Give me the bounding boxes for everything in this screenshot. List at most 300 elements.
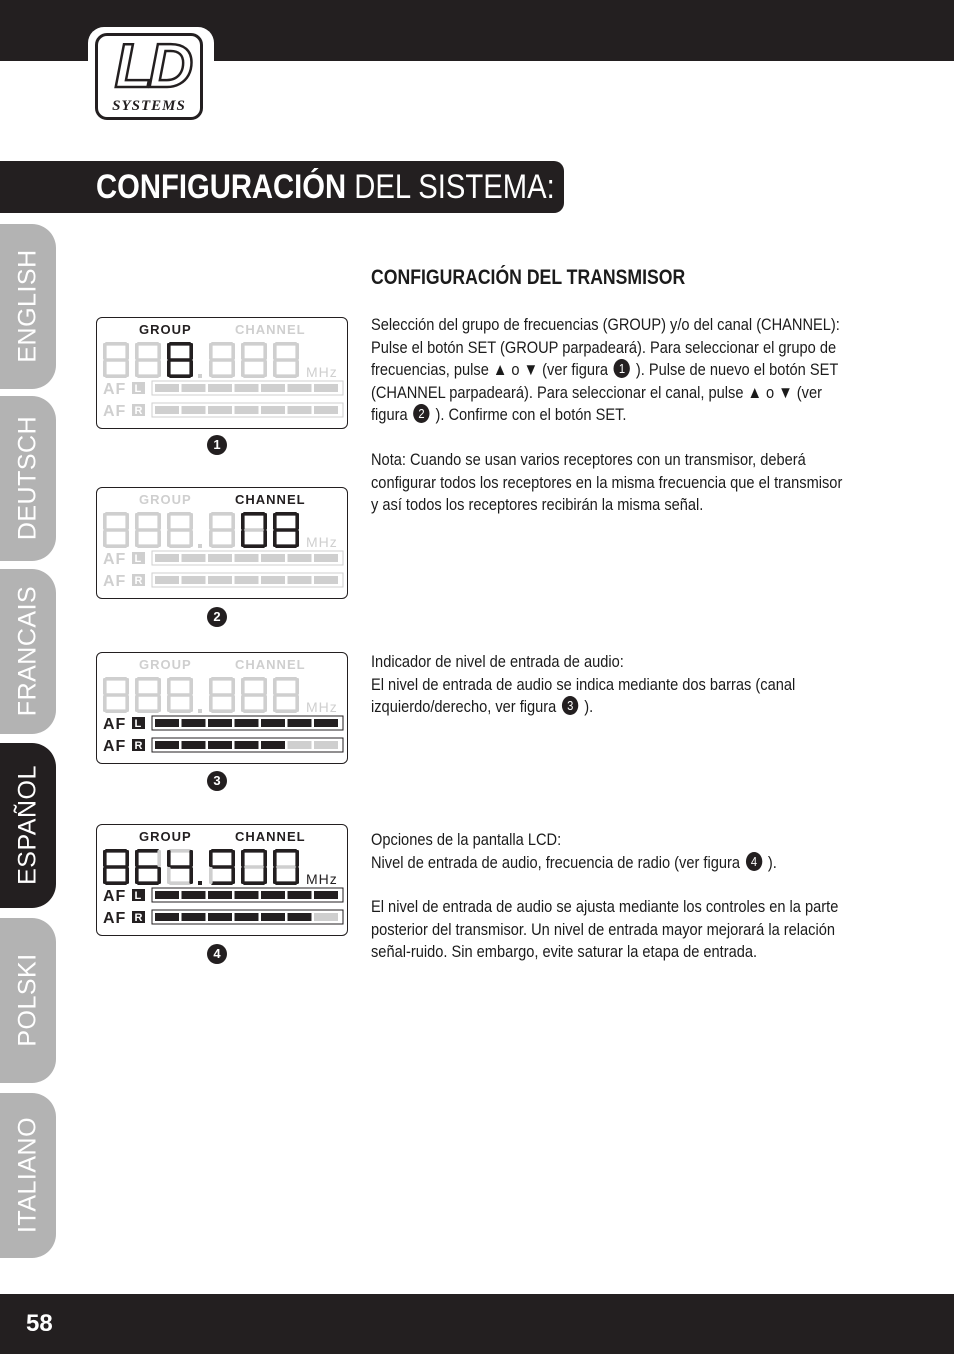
level-segment [155,554,179,562]
digit-segment [209,343,213,360]
digit-segment [211,693,233,697]
digit-segment-lit [295,513,299,530]
digit-segment-lit [125,867,129,884]
digit-segment-lit [189,850,193,867]
level-segment-lit [235,719,259,727]
lcd-group-label: GROUP [139,657,192,672]
figure-number-badge: 2 [207,607,227,627]
lcd-channel-letter: R [134,405,143,417]
digit-segment [211,512,233,516]
digit-segment-lit [275,544,297,548]
lcd-channel-letter: L [134,890,142,902]
digit-segment [105,358,127,362]
lcd-display [97,653,346,762]
figure-ref-badge: 2 [413,404,429,423]
digit-segment-lit [273,867,277,884]
level-segment-lit [155,913,179,921]
level-segment-lit [208,913,232,921]
digit-segment [209,678,213,695]
digit-segment [105,374,127,378]
digit-segment [211,544,233,548]
digit-segment-lit [263,530,267,547]
digit-segment-lit [125,850,129,867]
digit-segment [137,544,159,548]
digit-segment [295,678,299,695]
lcd-display [97,318,346,427]
tab-label: DEUTSCH [13,415,42,541]
digit-segment [125,530,129,547]
digit-segment [157,343,161,360]
lcd-group-label: GROUP [139,322,192,337]
digit-segment-lit [169,865,191,869]
digit-segment-lit [273,850,277,867]
digit-segment [241,695,245,712]
figure-number-badge: 3 [207,771,227,791]
digit-segment [231,695,235,712]
digit-segment [211,358,233,362]
digit-segment [189,513,193,530]
paragraph-input-adjust: El nivel de entrada de audio se ajusta mediante los controles en la parte posterior del transmisor. Un nivel de entrada mayor mejorará la relación señal-ruido. Sin embargo, evite saturar la etapa de entrada. [371,897,839,961]
lcd-display [97,488,346,597]
digit-segment [263,360,267,377]
digit-segment-lit [167,850,171,867]
digit-segment [137,342,159,346]
lcd-unit-label: MHz [306,871,338,887]
digit-segment [169,512,191,516]
digit-segment-lit [137,849,159,853]
digit-segment-lit [105,881,127,885]
digit-segment [295,343,299,360]
digit-segment [157,678,161,695]
tab-label: FRANCAIS [13,585,42,717]
digit-segment-lit [263,867,267,884]
level-segment [314,384,338,392]
logo-ld-text: LD [114,32,190,101]
decimal-point [198,709,202,713]
digit-segment [167,513,171,530]
digit-segment [105,709,127,713]
level-segment [235,554,259,562]
digit-segment-lit [273,513,277,530]
digit-segment [157,360,161,377]
lcd-af-label: AF [103,888,127,905]
digit-segment [231,513,235,530]
level-segment [314,554,338,562]
digit-segment [137,693,159,697]
digit-segment-lit [263,513,267,530]
lcd-group-label: GROUP [139,492,192,507]
digit-segment [125,360,129,377]
logo-frame [95,33,203,120]
digit-segment [169,709,191,713]
digit-segment [125,343,129,360]
digit-segment [125,513,129,530]
digit-segment-lit [167,343,171,360]
digit-segment-lit [211,881,233,885]
decimal-point [198,881,202,885]
decimal-point [198,544,202,548]
digit-segment-lit [105,849,127,853]
level-segment [261,554,285,562]
level-segment-lit [235,891,259,899]
lcd-af-label: AF [103,381,127,398]
digit-segment-lit [295,867,299,884]
digit-segment [135,343,139,360]
figure-ref-badge: 4 [746,852,762,871]
lcd-channel-label: CHANNEL [235,657,306,672]
digit-segment-lit [275,528,297,532]
tab-italiano[interactable] [0,1093,56,1258]
lcd-channel-letter: R [134,740,143,752]
lcd-group-label: GROUP [139,829,192,844]
level-segment-lit [208,719,232,727]
paragraph-lcd-options [371,829,853,874]
page-title-regular: DEL SISTEMA: [354,168,555,206]
lcd-channel-letter: L [134,553,142,565]
level-segment-lit [155,719,179,727]
lcd-channel-label: CHANNEL [235,492,306,507]
level-segment [314,576,338,584]
digit-segment-lit [169,342,191,346]
level-segment [314,913,338,921]
digit-segment-lit [105,865,127,869]
digit-segment [169,693,191,697]
figure-ref-badge: 1 [614,359,630,378]
level-segment [182,576,206,584]
digit-segment-lit [211,849,233,853]
digit-segment [137,528,159,532]
level-segment [314,741,338,749]
page-title-bold: CONFIGURACIÓN [96,168,347,206]
tab-label: ENGLISH [13,249,42,363]
level-segment-lit [235,913,259,921]
digit-segment-lit [241,867,245,884]
lcd-af-label: AF [103,403,127,420]
level-segment [288,384,312,392]
digit-segment [189,530,193,547]
digit-segment [137,358,159,362]
digit-segment [103,360,107,377]
digit-segment-lit [273,530,277,547]
digit-segment [209,513,213,530]
digit-segment-lit [167,360,171,377]
level-segment [261,406,285,414]
digit-segment [241,343,245,360]
text-span: ). [767,852,777,872]
lcd-af-label: AF [103,910,127,927]
figure-number-badge: 1 [207,435,227,455]
lcd-unit-label: MHz [306,534,338,550]
digit-segment [209,360,213,377]
digit-segment [211,709,233,713]
lcd-af-label: AF [103,573,127,590]
level-segment [235,384,259,392]
digit-segment-lit [169,374,191,378]
digit-segment [105,693,127,697]
level-segment [208,384,232,392]
text-span: ). Confirme con el botón SET. [435,405,627,424]
digit-segment [103,695,107,712]
level-segment-lit [261,913,285,921]
bottom-bar [0,1294,954,1354]
digit-segment [169,528,191,532]
tab-polski[interactable] [0,918,56,1083]
digit-segment-lit [241,530,245,547]
level-segment-lit [261,741,285,749]
level-segment-lit [155,741,179,749]
digit-segment [275,358,297,362]
level-segment [235,406,259,414]
digit-segment [243,693,265,697]
level-segment [155,384,179,392]
level-segment-lit [288,891,312,899]
paragraph-audio-level [371,651,853,719]
digit-segment-lit [135,867,139,884]
level-segment [314,406,338,414]
page-number: 58 [26,1310,53,1337]
level-segment [182,406,206,414]
text-span: El nivel de entrada de audio se indica mediante dos barras (canal izquierdo/derecho, ver figura [371,674,796,716]
digit-segment [209,867,213,884]
digit-segment [105,528,127,532]
lcd-af-label: AF [103,738,127,755]
digit-segment [103,513,107,530]
level-segment-lit [235,741,259,749]
digit-segment [231,360,235,377]
digit-segment [125,678,129,695]
digit-segment [137,512,159,516]
page-title [96,163,555,211]
digit-segment [105,342,127,346]
figure-number-badge: 4 [207,944,227,964]
digit-segment [209,695,213,712]
level-segment [261,576,285,584]
digit-segment [135,695,139,712]
tab-label: ESPAÑOL [13,765,42,885]
digit-segment [169,677,191,681]
level-segment-lit [155,891,179,899]
level-segment [208,576,232,584]
digit-segment [135,513,139,530]
paragraph-note: Nota: Cuando se usan varios receptores con un transmisor, deberá configurar todos los receptores en la misma frecuencia que el transmisor y así todos los receptores recibirán la misma señal. [371,450,843,514]
text-line: Opciones de la pantalla LCD: [371,830,562,849]
digit-segment [135,678,139,695]
level-segment-lit [261,719,285,727]
digit-segment-lit [275,881,297,885]
digit-segment [231,530,235,547]
level-segment [155,576,179,584]
digit-segment [263,695,267,712]
lcd-figure-1 [96,317,348,429]
digit-segment [295,360,299,377]
digit-segment [169,881,191,885]
level-segment [261,384,285,392]
digit-segment [209,530,213,547]
lcd-af-label: AF [103,551,127,568]
level-segment-lit [314,891,338,899]
digit-segment [125,695,129,712]
lcd-channel-letter: R [134,912,143,924]
level-segment-lit [182,891,206,899]
lcd-figure-2 [96,487,348,599]
digit-segment [243,374,265,378]
level-segment [288,576,312,584]
level-segment [288,406,312,414]
digit-segment-lit [211,865,233,869]
digit-segment [167,678,171,695]
text-span: ). Pulse de nuevo el botón SET (CHANNEL parpadeará). Para seleccionar el canal, pulse ▲ o ▼ (ver figura [371,360,839,424]
digit-segment [135,530,139,547]
tab-deutsch[interactable] [0,396,56,561]
digit-segment [167,867,171,884]
digit-segment-lit [275,849,297,853]
digit-segment [157,850,161,867]
digit-segment [105,512,127,516]
digit-segment-lit [263,850,267,867]
tab-francais[interactable] [0,569,56,734]
level-segment [155,406,179,414]
digit-segment [241,360,245,377]
digit-segment [103,343,107,360]
digit-segment-lit [243,881,265,885]
digit-segment [263,678,267,695]
digit-segment [167,695,171,712]
lcd-channel-label: CHANNEL [235,829,306,844]
text-span: ). [584,697,594,716]
lcd-figure-3 [96,652,348,764]
digit-segment [243,865,265,869]
digit-segment [243,342,265,346]
digit-segment [189,695,193,712]
digit-segment [275,677,297,681]
digit-segment [103,678,107,695]
digit-segment [243,677,265,681]
level-segment [288,741,312,749]
lcd-display [97,825,346,934]
digit-segment-lit [295,530,299,547]
digit-segment-lit [137,881,159,885]
digit-segment-lit [243,849,265,853]
digit-segment-lit [231,850,235,867]
digit-segment-lit [275,512,297,516]
digit-segment [211,528,233,532]
digit-segment [243,709,265,713]
level-segment-lit [182,719,206,727]
text-line: Indicador de nivel de entrada de audio: [371,652,624,671]
digit-segment-lit [103,850,107,867]
digit-segment [273,343,277,360]
digit-segment-lit [209,850,213,867]
decimal-point [198,374,202,378]
digit-segment-lit [243,512,265,516]
digit-segment [273,678,277,695]
lcd-channel-letter: L [134,718,142,730]
level-segment-lit [182,741,206,749]
digit-segment-lit [169,358,191,362]
digit-segment-lit [135,850,139,867]
digit-segment [105,544,127,548]
digit-segment [231,678,235,695]
digit-segment-lit [231,867,235,884]
digit-segment [273,360,277,377]
paragraph-group-channel [371,314,853,427]
lcd-channel-letter: R [134,575,143,587]
digit-segment [295,695,299,712]
digit-segment [241,678,245,695]
digit-segment-lit [189,343,193,360]
lcd-unit-label: MHz [306,699,338,715]
digit-segment [275,709,297,713]
digit-segment [137,709,159,713]
digit-segment [275,693,297,697]
digit-segment [167,530,171,547]
level-segment [208,406,232,414]
lcd-channel-letter: L [134,383,142,395]
digit-segment-lit [103,867,107,884]
digit-segment [103,530,107,547]
digit-segment [243,528,265,532]
digit-segment-lit [189,867,193,884]
tab-english[interactable] [0,224,56,389]
lcd-channel-label: CHANNEL [235,322,306,337]
level-segment [288,554,312,562]
digit-segment [263,343,267,360]
level-segment-lit [182,913,206,921]
logo-systems-text: SYSTEMS [112,98,186,114]
digit-segment [135,360,139,377]
level-segment [235,576,259,584]
digit-segment [275,342,297,346]
digit-segment [273,695,277,712]
digit-segment [137,677,159,681]
level-segment [182,554,206,562]
level-segment [182,384,206,392]
digit-segment [157,695,161,712]
digit-segment-lit [241,850,245,867]
digit-segment-lit [243,544,265,548]
level-segment-lit [261,891,285,899]
digit-segment [157,513,161,530]
digit-segment-lit [157,867,161,884]
digit-segment-lit [137,865,159,869]
digit-segment [275,374,297,378]
digit-segment [231,343,235,360]
digit-segment [137,374,159,378]
level-segment-lit [288,719,312,727]
digit-segment-lit [189,360,193,377]
digit-segment [275,865,297,869]
tab-espanol[interactable] [0,743,56,908]
digit-segment [211,342,233,346]
digit-segment [211,374,233,378]
digit-segment [169,849,191,853]
digit-segment [211,677,233,681]
tab-label: ITALIANO [13,1116,42,1234]
tab-label: POLSKI [13,953,42,1047]
figure-ref-badge: 3 [562,696,578,715]
lcd-figure-4 [96,824,348,936]
digit-segment-lit [295,850,299,867]
digit-segment [189,678,193,695]
section-title: CONFIGURACIÓN DEL TRANSMISOR [371,266,686,289]
digit-segment [105,677,127,681]
digit-segment [157,530,161,547]
level-segment-lit [314,719,338,727]
text-span: Selección del grupo de frecuencias (GROUP) y/o del canal (CHANNEL): Pulse el botón SET (GROUP parpadeará). Para seleccionar el grupo de frecuencias, pulse ▲ o ▼ (ver figura [371,315,840,379]
brand-logo [88,27,214,127]
digit-segment [243,358,265,362]
lcd-af-label: AF [103,716,127,733]
